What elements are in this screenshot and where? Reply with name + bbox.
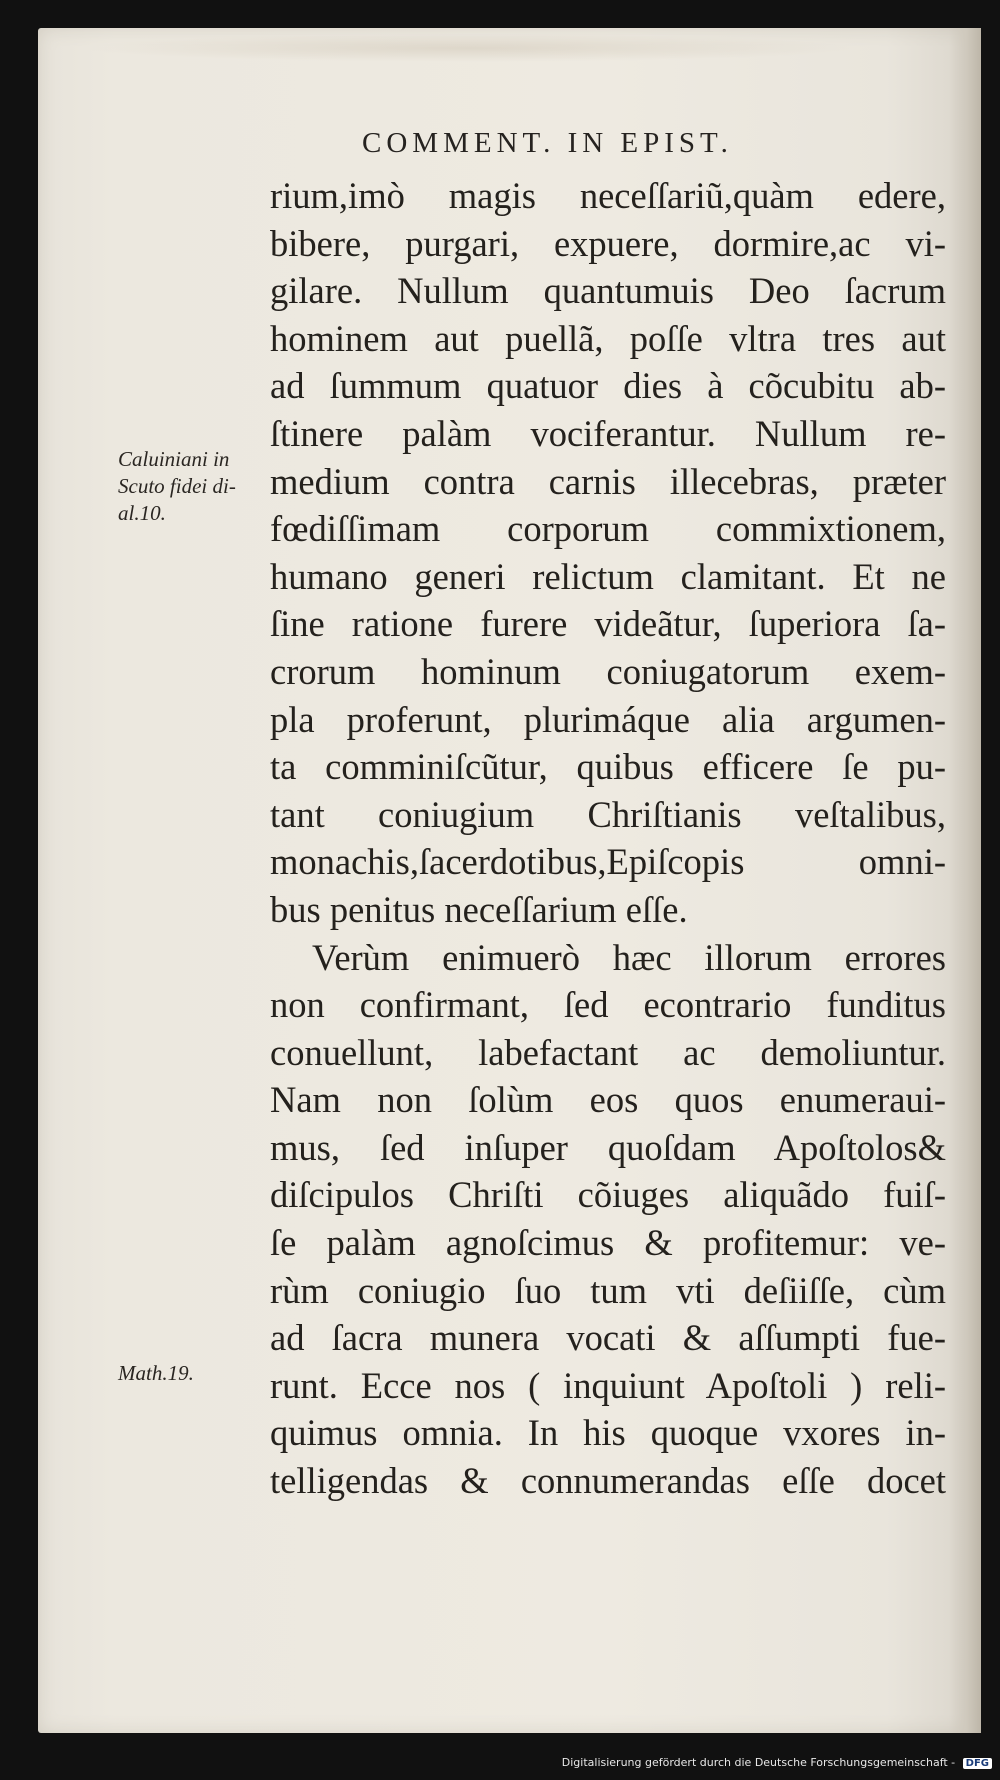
running-header: COMMENT. IN EPIST. <box>362 127 733 159</box>
credit-text: Digitalisierung gefördert durch die Deutsche Forschungsgemeinschaft - <box>561 1756 956 1769</box>
text-line: quimus omnia. In his quoque vxores in- <box>270 1412 946 1454</box>
page-stain <box>78 34 858 62</box>
text-line: ſtinere palàm vociferantur. Nullum re- <box>270 412 946 454</box>
text-line: rùm coniugio ſuo tum vti deſiiſſe, cùm <box>270 1269 946 1311</box>
text-line: ad ſummum quatuor dies à cõcubitu ab- <box>270 365 946 407</box>
text-line: diſcipulos Chriſti cõiuges aliquãdo fuiſ- <box>270 1174 946 1216</box>
dfg-logo: DFG <box>963 1758 992 1769</box>
text-line: medium contra carnis illecebras, præter <box>270 460 946 502</box>
text-line: Nam non ſolùm eos quos enumeraui- <box>270 1079 946 1121</box>
text-line: ta comminiſcũtur, quibus efficere ſe pu- <box>270 746 946 788</box>
text-line: ſe palàm agnoſcimus & profitemur: ve- <box>270 1222 946 1264</box>
margin-note-caluiniani <box>118 446 236 527</box>
text-line: mus, ſed inſuper quoſdam Apoſtolos& <box>270 1126 946 1168</box>
text-line: bibere, purgari, expuere, dormire,ac vi- <box>270 222 946 264</box>
text-line-paragraph-start: Verùm enimuerò hæc illorum errores <box>312 936 946 978</box>
margin-note-line: Math.19. <box>118 1361 194 1385</box>
text-line: conuellunt, labefactant ac demoliuntur. <box>270 1031 946 1073</box>
margin-note-line: Caluiniani in <box>118 447 230 471</box>
text-line: humano generi relictum clamitant. Et ne <box>270 555 946 597</box>
body-text <box>270 172 946 1505</box>
margin-note-matth <box>118 1360 194 1387</box>
text-line: hominem aut puellã, poſſe vltra tres aut <box>270 317 946 359</box>
margin-note-line: Scuto fidei di- <box>118 474 236 498</box>
page-edge-shadow <box>949 28 981 1733</box>
text-line: tant coniugium Chriſtianis veſtalibus, <box>270 793 946 835</box>
text-line: telligendas & connumerandas eſſe docet <box>270 1460 946 1502</box>
digitization-credit <box>562 1756 992 1769</box>
text-line: runt. Ecce nos ( inquiunt Apoſtoli ) reli- <box>270 1364 946 1406</box>
text-line: gilare. Nullum quantumuis Deo ſacrum <box>270 270 946 312</box>
text-line: monachis,ſacerdotibus,Epiſcopis omni- <box>270 841 946 883</box>
text-line: fœdiſſimam corporum commixtionem, <box>270 508 946 550</box>
text-line: crorum hominum coniugatorum exem- <box>270 650 946 692</box>
margin-note-line: al.10. <box>118 501 166 525</box>
text-line: ad ſacra munera vocati & aſſumpti fue- <box>270 1317 946 1359</box>
text-line: rium,imò magis neceſſariũ,quàm edere, <box>270 175 946 216</box>
text-line: ſine ratione furere videãtur, ſuperiora ſa- <box>270 603 946 645</box>
text-line-paragraph-end: bus penitus neceſſarium eſſe. <box>270 888 688 930</box>
text-line: non confirmant, ſed econtrario funditus <box>270 984 946 1026</box>
text-line: pla proferunt, plurimáque alia argumen- <box>270 698 946 740</box>
